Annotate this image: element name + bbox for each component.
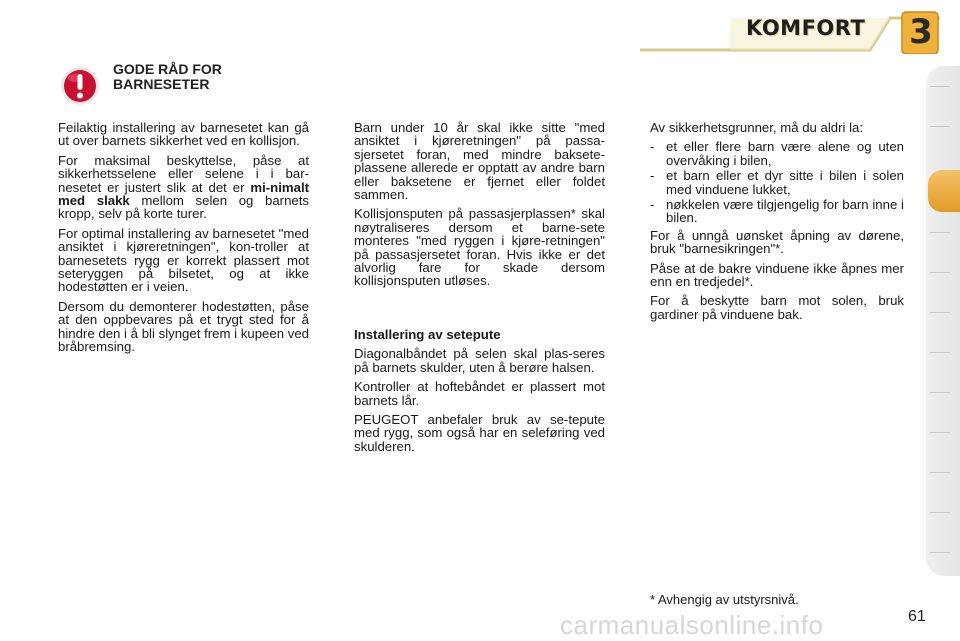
column-3 [650, 121, 904, 327]
tab-divider [930, 232, 950, 233]
tab-divider [930, 86, 950, 87]
footnote: * Avhengig av utstyrsnivå. [650, 592, 799, 607]
paragraph: For å beskytte barn mot solen, bruk gardiner på vinduene bak. [650, 293, 904, 322]
section-heading: Installering av setepute [354, 327, 501, 342]
list-item: - et barn eller et dyr sitte i bilen i solen med vinduene lukket, [650, 168, 904, 197]
tab-divider [930, 512, 950, 513]
paragraph: Av sikkerhetsgrunner, må du aldri la: [650, 120, 864, 135]
section-title: KOMFORT [746, 16, 866, 40]
tab-divider [930, 312, 950, 313]
tab-divider [930, 392, 950, 393]
paragraph: Kollisjonsputen på passasjerplassen* skal nøytraliseres dersom et barne-sete monteres "med ryggen i kjøre-retningen" på passasjersetet foran. Hvis ikke er det alvorlig fare for skade dersom kollisjonsputen utløses. [354, 206, 605, 289]
emphasis-text: mi-nimalt med slakk [58, 179, 310, 209]
warning-title [113, 62, 293, 92]
paragraph: PEUGEOT anbefaler bruk av se-tepute med rygg, som også har en seleføring ved skulderen. [354, 412, 605, 454]
paragraph: Barn under 10 år skal ikke sitte "med ansiktet i kjøreretningen" på passa-sjersetet foran, med mindre baksete-plassene allerede er opptatt av andre barn eller baksetene er fjernet eller foldet sammen. [354, 120, 605, 203]
paragraph: For optimal installering av barnesetet "med ansiktet i kjøreretningen", kon-troller at barnesetets rygg er korrekt plassert mot seteryggen på bilsetet, og at ikke hodestøtten er i veien. [58, 225, 309, 295]
page-number: 61 [908, 608, 926, 625]
active-chapter-tab [928, 170, 960, 212]
booster-seat-section [354, 328, 605, 459]
tab-divider [930, 126, 950, 127]
exclamation-icon [60, 66, 100, 106]
list-item: - nøkkelen være tilgjengelig for barn inne i bilen. [650, 197, 904, 226]
column-1 [58, 121, 309, 360]
tab-divider [930, 272, 950, 273]
list-item-text: et barn eller et dyr sitte i bilen i solen med vinduene lukket, [666, 168, 904, 197]
column-2 [354, 121, 605, 294]
chapter-tab-strip [926, 66, 960, 576]
tab-divider [930, 552, 950, 553]
list-item: - et eller flere barn være alene og uten overvåking i bilen, [650, 139, 904, 168]
watermark: carmanualsonline.info [560, 610, 824, 640]
tab-divider [930, 352, 950, 353]
paragraph: For å unngå uønsket åpning av dørene, bruk "barnesikringen"*. [650, 227, 904, 257]
paragraph: Dersom du demonterer hodestøtten, påse at den oppbevares på et trygt sted for å hindre den i å bli slynget frem i kupeen ved bråbremsing. [58, 298, 309, 355]
tab-divider [930, 472, 950, 473]
list-item-text: nøkkelen være tilgjengelig for barn inne i bilen. [666, 197, 904, 226]
paragraph: Feilaktig installering av barnesetet kan gå ut over barnets sikkerhet ved en kollisjon. [58, 120, 309, 149]
paragraph: Påse at de bakre vinduene ikke åpnes mer enn en tredjedel*. [650, 260, 904, 290]
paragraph [58, 154, 309, 221]
paragraph: Kontroller at hoftebåndet er plassert mot barnets lår. [354, 379, 605, 408]
list-item-text: et eller flere barn være alene og uten overvåking i bilen, [666, 139, 904, 168]
paragraph: Diagonalbåndet på selen skal plas-seres på barnets skulder, uten å berøre halsen. [354, 346, 605, 375]
warning-title-line1: GODE RÅD FOR [113, 61, 222, 77]
chapter-number: 3 [909, 12, 933, 52]
tab-divider [930, 432, 950, 433]
warning-title-line2: BARNESETER [113, 76, 210, 92]
paragraph-text: For maksimal beskyttelse, påse at sikkerhetsselene eller selene i i bar-nesetet er justert slik at det er [58, 152, 309, 195]
paragraph-text: mellom selen og barnets kropp, selv på korte turer. [58, 193, 310, 222]
